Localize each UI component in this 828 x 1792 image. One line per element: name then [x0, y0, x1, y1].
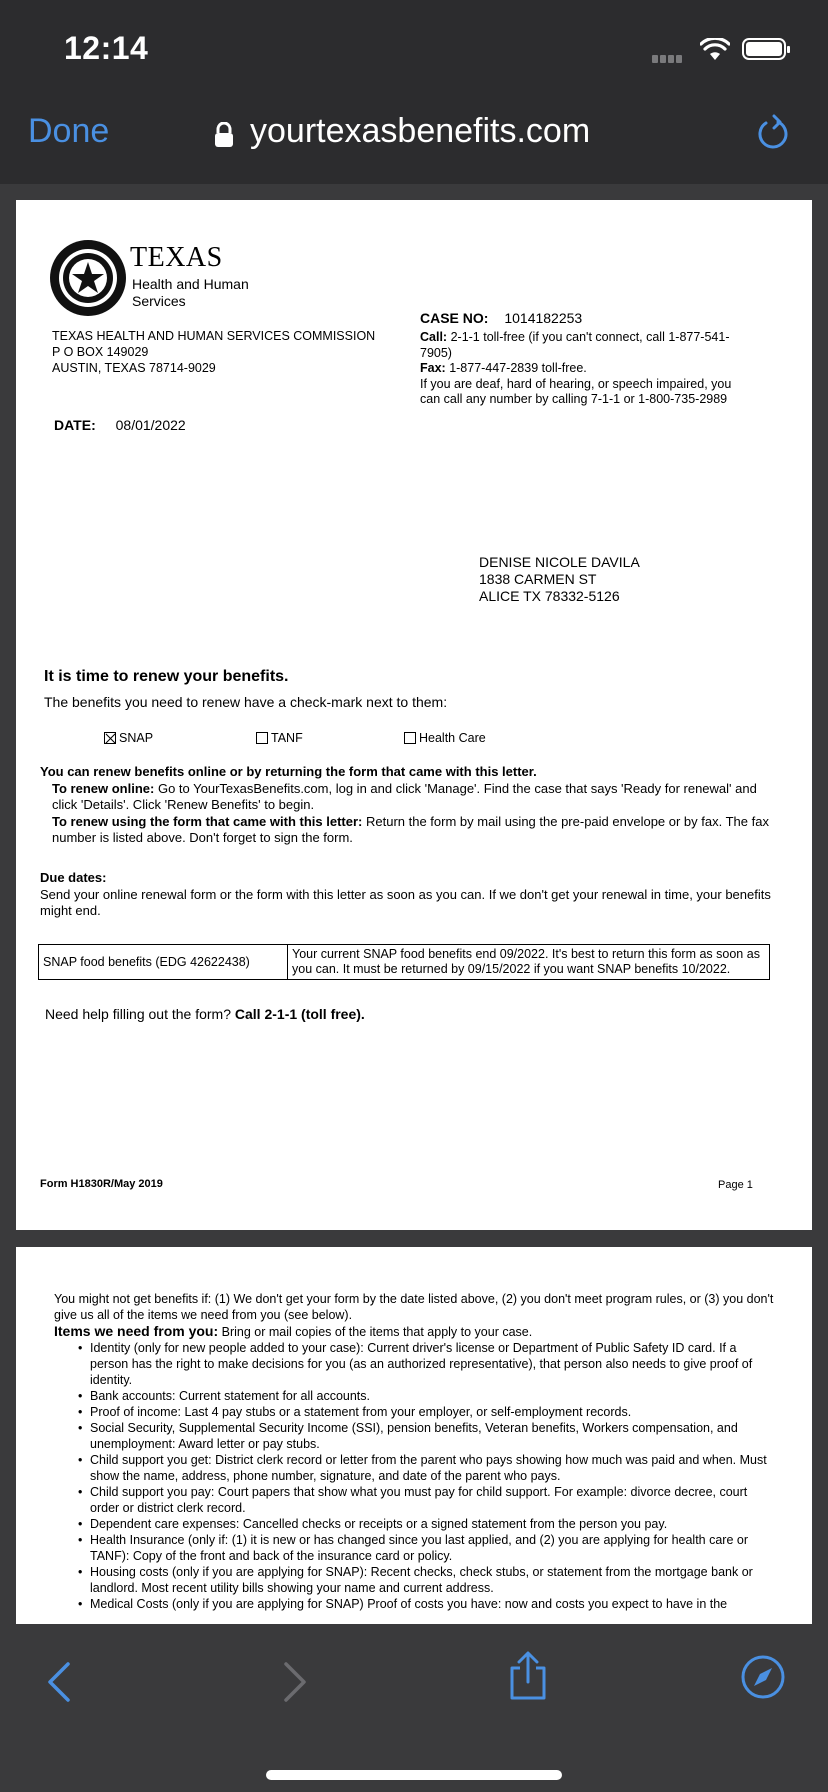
logo-subtitle — [132, 276, 249, 310]
list-item: • Housing costs (only if you are applying for SNAP): Recent checks, check stubs, or statement from the mortgage bank or landlord. Most recent utility bills showing your name and current address. — [78, 1564, 774, 1596]
fax-label: Fax: — [420, 361, 446, 375]
share-icon[interactable] — [506, 1650, 550, 1707]
cellular-signal-icon — [652, 50, 684, 68]
browser-nav-bar — [0, 96, 828, 184]
date-row — [54, 417, 186, 434]
forward-icon[interactable] — [280, 1660, 310, 1709]
help-phone: Call 2-1-1 (toll free). — [234, 1006, 365, 1022]
due-dates-section — [40, 870, 784, 920]
due-dates-text: Send your online renewal form or the form with this letter as soon as you can. If we don't get your renewal in time, your benefits might end. — [40, 886, 771, 918]
list-item: • Child support you get: District clerk record or letter from the parent who pays showing how much was paid and when. Must show the name, address, phone number, signature, and date of the parent who pays. — [78, 1452, 774, 1484]
list-item: • Dependent care expenses: Cancelled checks or receipts or a signed statement from the person you pay. — [78, 1516, 774, 1532]
checkbox-health-care — [404, 730, 486, 746]
page2-content — [54, 1291, 774, 1612]
call-text: 2-1-1 toll-free (if you can't connect, call 1-877-541-7905) — [420, 330, 730, 360]
help-text: Need help filling out the form? — [45, 1006, 231, 1022]
list-item: • Social Security, Supplemental Security Income (SSI), pension benefits, Veteran benefits, Workers compensation, and unemployment: Award letter or pay stubs. — [78, 1420, 774, 1452]
online-text: Go to YourTexasBenefits.com, log in and click 'Manage'. Find the case that says 'Ready for renewal' and click 'Details'. Click 'Renew Benefits' to begin. — [52, 780, 757, 812]
table-cell-program: SNAP food benefits (EDG 42622438) — [39, 945, 288, 980]
sender-line-2: P O BOX 149029 — [52, 345, 149, 359]
checkbox-empty-icon — [256, 732, 268, 744]
hhs-logo — [48, 238, 258, 320]
texas-seal-icon — [48, 238, 128, 318]
items-list — [54, 1340, 774, 1612]
online-label: To renew online: — [52, 780, 155, 796]
checkbox-tanf — [256, 730, 303, 746]
renew-options — [40, 764, 784, 847]
table-cell-details: Your current SNAP food benefits end 09/2022. It's best to return this form as soon as you can. It must be returned by 09/15/2022 if you want SNAP benefits 10/2022. — [288, 945, 770, 980]
checkbox-checked-icon — [104, 732, 116, 744]
list-item: • Identity (only for new people added to your case): Current driver's license or Department of Public Safety ID card. If a person has the right to make decisions for you (as an authorized representative), that person also needs to give proof of identity. — [78, 1340, 774, 1388]
checkbox-tanf-label: TANF — [271, 731, 303, 745]
case-number — [420, 310, 582, 327]
recipient-street: 1838 CARMEN ST — [479, 571, 597, 587]
url-address[interactable]: yourtexasbenefits.com — [250, 112, 591, 150]
sender-address — [52, 328, 412, 376]
table-row — [39, 945, 770, 980]
logo-line-2: Health and Human — [132, 276, 249, 292]
browser-toolbar — [0, 1624, 828, 1792]
renew-heading: It is time to renew your benefits. — [44, 668, 289, 685]
due-dates-heading: Due dates: — [40, 870, 107, 885]
done-button[interactable]: Done — [28, 112, 110, 150]
form-text: Return the form by mail using the pre-paid envelope or by fax. The fax number is listed above. Don't forget to sign the form. — [52, 813, 769, 845]
reload-icon[interactable] — [756, 114, 790, 157]
recipient-name: DENISE NICOLE DAVILA — [479, 554, 640, 570]
call-label: Call: — [420, 330, 448, 344]
deaf-text: If you are deaf, hard of hearing, or speech impaired, you can call any number by calling 7-1-1 or 1-800-735-2989 — [420, 376, 732, 406]
list-item: • Bank accounts: Current statement for all accounts. — [78, 1388, 774, 1404]
status-bar — [0, 0, 828, 96]
page2-intro: You might not get benefits if: (1) We don't get your form by the date listed above, (2) you don't meet program rules, or (3) you don't give us all of the items we need from you (see below). — [54, 1292, 774, 1322]
renew-subheading: The benefits you need to renew have a check-mark next to them: — [44, 694, 448, 710]
wifi-icon — [700, 38, 730, 67]
status-time: 12:14 — [64, 30, 149, 66]
battery-icon — [742, 38, 786, 60]
list-item: • Child support you pay: Court papers that show what you must pay for child support. For example: divorce decree, court order or district clerk record. — [78, 1484, 774, 1516]
document-page-1 — [16, 200, 812, 1230]
document-viewer[interactable] — [0, 184, 828, 1624]
list-item: • Proof of income: Last 4 pay stubs or a statement from your employer, or self-employment records. — [78, 1404, 774, 1420]
lock-icon — [214, 122, 234, 153]
contact-info — [420, 330, 750, 408]
logo-texas: TEXAS — [130, 242, 223, 273]
list-item: • Health Insurance (only if: (1) it is new or has changed since you last applied, and (2) you are applying for health care or TANF): Copy of the front and back of the insurance card or policy. — [78, 1532, 774, 1564]
date-value: 08/01/2022 — [115, 417, 186, 433]
fax-text: 1-877-447-2839 toll-free. — [449, 361, 587, 375]
sender-line-3: AUSTIN, TEXAS 78714-9029 — [52, 361, 216, 375]
help-line — [45, 1006, 365, 1023]
logo-line-3: Services — [132, 293, 186, 309]
items-subheading: Bring or mail copies of the items that apply to your case. — [221, 1325, 533, 1339]
items-heading: Items we need from you: — [54, 1323, 219, 1339]
renew-options-heading: You can renew benefits online or by returning the form that came with this letter. — [40, 764, 537, 779]
recipient-city: ALICE TX 78332-5126 — [479, 588, 620, 604]
checkbox-health-care-label: Health Care — [419, 731, 486, 745]
date-label: DATE: — [54, 417, 96, 433]
compass-icon[interactable] — [740, 1654, 786, 1705]
checkbox-empty-icon — [404, 732, 416, 744]
footer-form-number: Form H1830R/May 2019 — [40, 1178, 163, 1190]
form-label: To renew using the form that came with this letter: — [52, 813, 363, 829]
checkbox-snap-label: SNAP — [119, 731, 154, 745]
document-page-2 — [16, 1247, 812, 1624]
case-value: 1014182253 — [504, 310, 583, 326]
sender-line-1: TEXAS HEALTH AND HUMAN SERVICES COMMISSION — [52, 329, 376, 343]
list-item: • Medical Costs (only if you are applying for SNAP) Proof of costs you have: now and costs you expect to have in the — [78, 1596, 774, 1612]
checkbox-snap — [104, 730, 153, 746]
due-dates-table — [38, 944, 770, 980]
back-icon[interactable] — [44, 1660, 74, 1709]
case-label: CASE NO: — [420, 310, 489, 326]
home-indicator — [266, 1770, 562, 1780]
recipient-address — [479, 554, 640, 605]
footer-page-number: Page 1 — [718, 1179, 753, 1191]
